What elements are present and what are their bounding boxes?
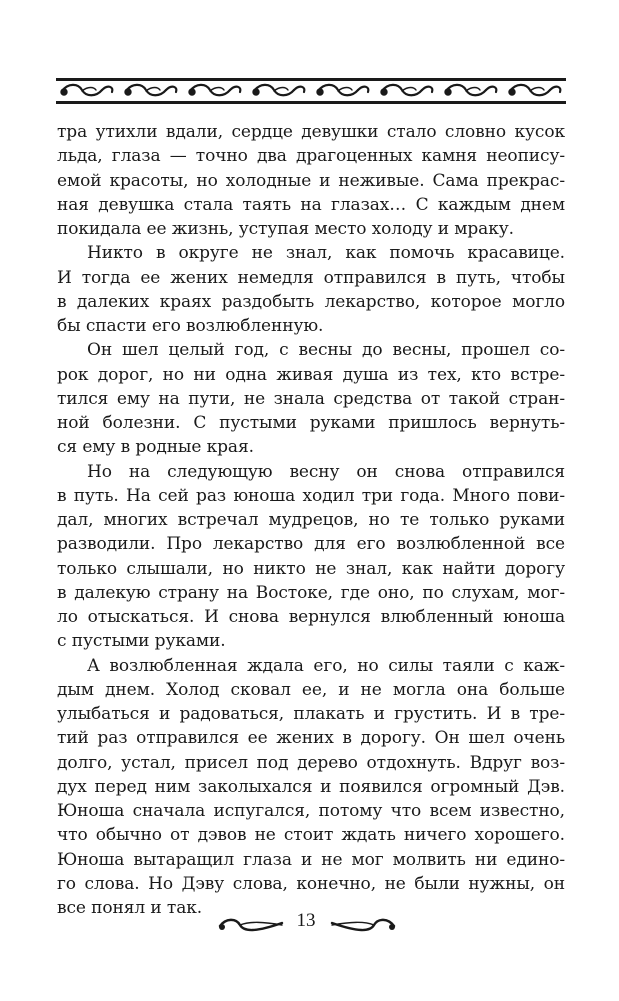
text-line: Никто в округе не знал, как помочь красавице.: [87, 243, 565, 264]
text-line: тился ему на пути, не знала средства от такой стран-: [57, 388, 565, 409]
top-ornament-border: [56, 78, 566, 104]
text-line: тра утихли вдали, сердце девушки стало словно кусок: [57, 122, 565, 142]
text-line: что обычно от дэвов не стоит ждать ничего хорошего.: [57, 825, 565, 846]
text-line: только слышали, но никто не знал, как найти дорогу: [57, 558, 565, 579]
text-line: ся ему в родные края.: [57, 437, 254, 458]
text-line: тий раз отправился ее жених в дорогу. Он шел очень: [57, 728, 565, 749]
text-line: дух перед ним заколыхался и появился огромный Дэв.: [57, 776, 565, 797]
text-line: Он шел целый год, с весны до весны, прошел со-: [87, 340, 565, 361]
text-line: дым днем. Холод сковал ее, и не могла она больше: [57, 679, 565, 700]
body-text: [57, 120, 565, 920]
text-line: льда, глаза — точно два драгоценных камня неопису-: [57, 146, 565, 167]
text-line: емой красоты, но холодные и неживые. Сама прекрас-: [57, 170, 565, 191]
text-line: все понял и так.: [57, 898, 203, 918]
footer-ornament-left: [216, 914, 286, 936]
text-line: ло отыскаться. И снова вернулся влюбленный юноша: [57, 607, 565, 627]
text-line: дал, многих встречал мудрецов, но те только руками: [57, 510, 565, 530]
page-number: 13: [296, 910, 316, 931]
text-line: долго, устал, присел под дерево отдохнуть. Вдруг воз-: [57, 752, 565, 773]
text-line: покидала ее жизнь, уступая место холоду и мраку.: [57, 219, 514, 239]
text-line: Юноша сначала испугался, потому что всем известно,: [57, 801, 565, 821]
text-line: Но на следующую весну он снова отправился: [87, 461, 565, 482]
text-line: го слова. Но Дэву слова, конечно, не были нужны, он: [57, 873, 565, 894]
text-line: рок дорог, но ни одна живая душа из тех, кто встре-: [57, 364, 565, 385]
text-line: ная девушка стала таять на глазах… С каждым днем: [57, 194, 565, 215]
text-line: И тогда ее жених немедля отправился в путь, чтобы: [57, 267, 565, 288]
text-line: бы спасти его возлюбленную.: [57, 316, 324, 336]
text-line: Юноша вытаращил глаза и не мог молвить ни едино-: [57, 849, 565, 870]
text-line: с пустыми руками.: [57, 631, 226, 652]
text-line: в путь. На сей раз юноша ходил три года. Много пови-: [57, 485, 565, 506]
text-line: улыбаться и радоваться, плакать и грустить. И в тре-: [57, 704, 565, 724]
text-line: разводили. Про лекарство для его возлюбленной все: [57, 534, 565, 555]
text-line: в далекую страну на Востоке, где оно, по слухам, мог-: [57, 582, 565, 603]
text-line: ной болезни. С пустыми руками пришлось вернуть-: [57, 413, 565, 433]
page-footer: [0, 900, 619, 940]
text-line: А возлюбленная ждала его, но силы таяли с каж-: [87, 655, 565, 676]
text-line: в далеких краях раздобыть лекарство, которое могло: [57, 291, 565, 312]
footer-ornament-right: [328, 914, 398, 936]
